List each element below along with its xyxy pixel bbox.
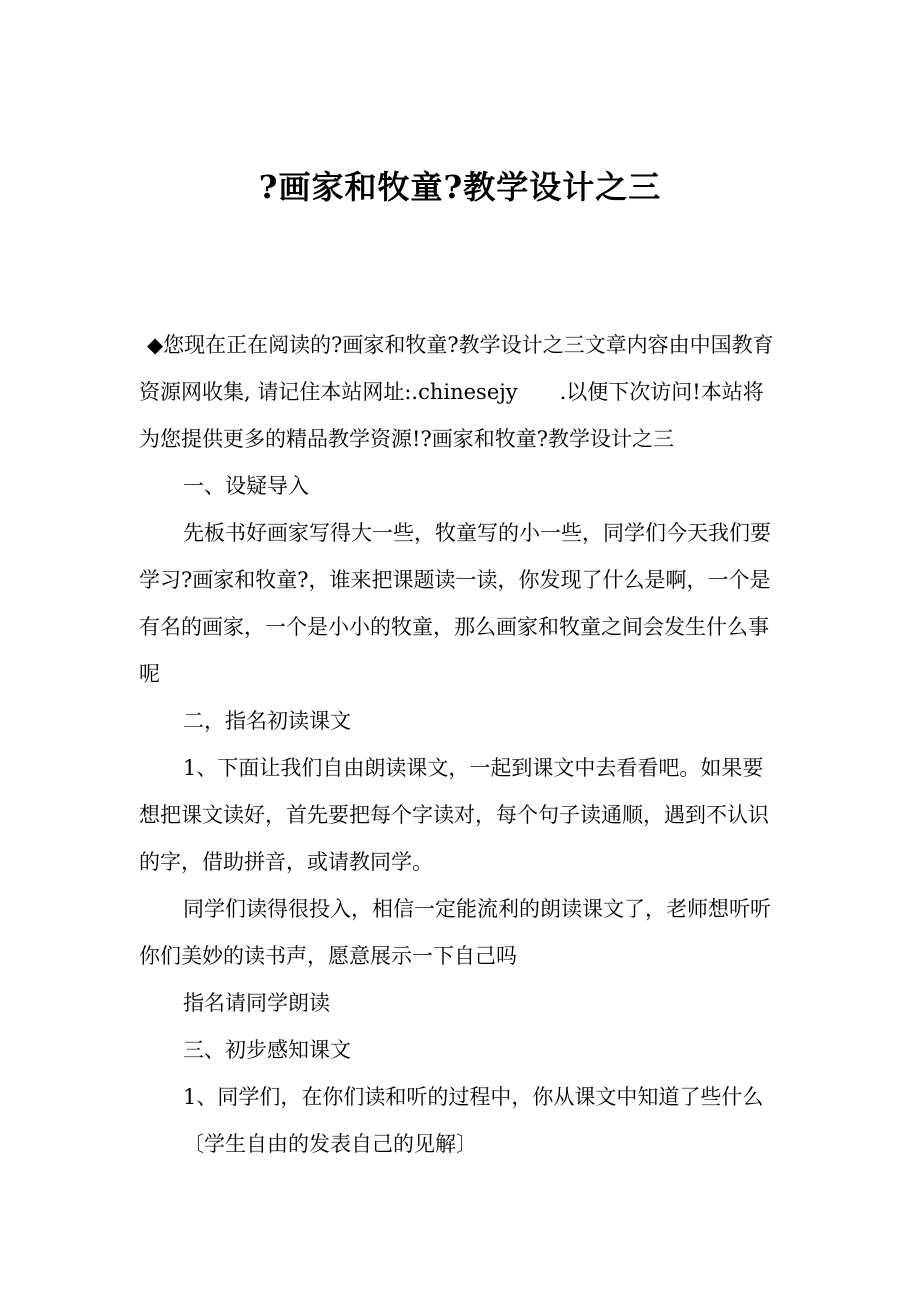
- paragraph: 1、下面让我们自由朗读课文，一起到课文中去看看吧。如果要想把课文读好，首先要把每个字读对，每个句子读通顺，遇到不认识的字，借助拼音，或请教同学。: [139, 756, 769, 874]
- paragraph: 同学们读得很投入，相信一定能流利的朗读课文了，老师想听听你们美妙的读书声，愿意展示一下自己吗: [139, 897, 771, 968]
- paragraph: 1、同学们，在你们读和听的过程中，你从课文中知道了些什么: [183, 1085, 764, 1109]
- intro-paragraph: ◆您现在正在阅读的?画家和牧童?教学设计之三文章内容由中国教育资源网收集, 请记住本站网址:.chinesejy .以便下次访问!本站将为您提供更多的精品教学资源!?画家和牧童?教学设计之三: [139, 333, 774, 451]
- paragraph: 先板书好画家写得大一些，牧童写的小一些，同学们今天我们要学习?画家和牧童?，谁来把课题读一读，你发现了什么是啊，一个是有名的画家，一个是小小的牧童，那么画家和牧童之间会发生什么事呢: [139, 521, 771, 686]
- document-body: [139, 322, 784, 1168]
- paragraph: 指名请同学朗读: [183, 991, 330, 1015]
- section-heading-1: 一、设疑导入: [183, 474, 309, 498]
- section-heading-3: 三、初步感知课文: [183, 1038, 351, 1062]
- paragraph: 〔学生自由的发表自己的见解〕: [183, 1132, 477, 1156]
- document-title: ?画家和牧童?教学设计之三: [258, 168, 662, 207]
- section-heading-2: 二，指名初读课文: [183, 709, 351, 733]
